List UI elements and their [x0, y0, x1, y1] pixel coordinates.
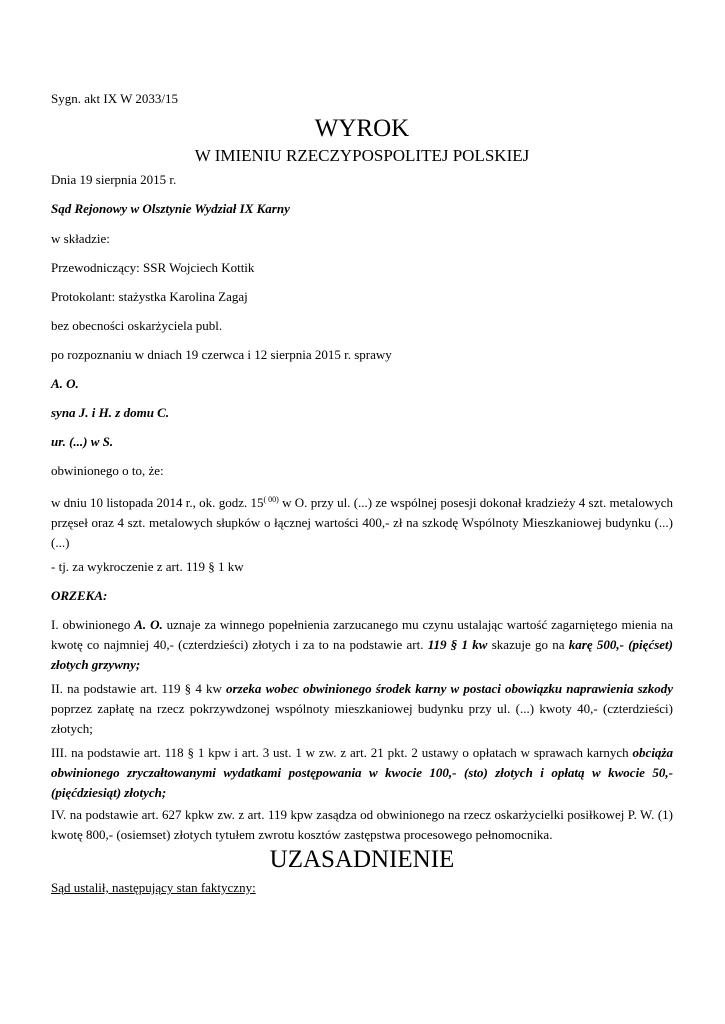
court-clerk: Protokolant: stażystka Karolina Zagaj: [51, 289, 248, 304]
charge-intro: obwinionego o to, że:: [51, 463, 164, 478]
charge-description: [51, 493, 673, 553]
item-1-text-e: skazuje go na: [487, 637, 569, 652]
ruling-heading: ORZEKA:: [51, 588, 108, 603]
court-name: Sąd Rejonowy w Olsztynie Wydział IX Karny: [51, 201, 290, 216]
case-signature: Sygn. akt IX W 2033/15: [51, 91, 178, 106]
charge-qualification: - tj. za wykroczenie z art. 119 § 1 kw: [51, 559, 244, 574]
prosecutor-note: bez obecności oskarżyciela publ.: [51, 318, 223, 333]
composition-label: w składzie:: [51, 231, 110, 246]
charge-text-end: w O. przy ul. (...) ze wspólnej posesji dokonał kradzieży 4 szt. metalowych przęseł oraz 4 szt. metalowych słupków o łącznej wartości 400,- zł na szkodę Wspólnoty Mieszkaniowej budynku (...)(...): [51, 495, 674, 550]
item-1-text-a: I. obwinionego: [51, 617, 135, 632]
findings-heading: Sąd ustalił, następujący stan faktyczny:: [51, 880, 256, 895]
item-3-text-a: III. na podstawie art. 118 § 1 kpw i art. 3 ust. 1 w zw. z art. 21 pkt. 2 ustawy o opłatach w sprawach karnych: [51, 745, 633, 760]
presiding-judge: Przewodniczący: SSR Wojciech Kottik: [51, 260, 255, 275]
item-1-text-c: uznaje za winnego popełnienia zarzucanego mu czynu ustalając wartość zagarniętego mienia na kwotę co najmniej 40,- (czterdzieści) złotych i za to na podstawie art.: [51, 617, 673, 652]
ruling-item-3: [51, 743, 673, 803]
ruling-item-4: IV. na podstawie art. 627 kpkw zw. z art. 119 kpw zasądza od obwinionego na rzecz oskarżycielki posiłkowej P. W. (1) kwotę 800,- (osiemset) złotych tytułem zwrotu kosztów zastępstwa procesowego pełnomocnika.: [51, 807, 673, 842]
document-subtitle: W IMIENIU RZECZYPOSPOLITEJ POLSKIEJ: [194, 146, 530, 165]
ruling-item-2: [51, 679, 673, 739]
judgment-date: Dnia 19 sierpnia 2015 r.: [51, 172, 177, 187]
item-3-costs: obciąża obwinionego zryczałtowanymi wydatkami postępowania w kwocie 100,- (sto) złotych i opłatą w kwocie 50,- (pięćdziesiąt) złotych;: [51, 745, 673, 800]
defendant-parents: syna J. i H. z domu C.: [51, 405, 170, 420]
defendant-birth: ur. (...) w S.: [51, 434, 114, 449]
item-1-article: 119 § 1 kw: [427, 637, 488, 652]
defendant-name: A. O.: [51, 376, 79, 391]
hearing-info: po rozpoznaniu w dniach 19 czerwca i 12 sierpnia 2015 r. sprawy: [51, 347, 392, 362]
item-2-measure: orzeka wobec obwinionego środek karny w postaci obowiązku naprawienia szkody: [226, 681, 673, 696]
charge-time-superscript: ( 00): [263, 495, 279, 504]
item-1-defendant: A. O.: [134, 617, 163, 632]
item-2-text-c: poprzez zapłatę na rzecz pokrzywdzonej wspólnoty mieszkaniowej budynku przy ul. (...) kwoty 40,- (czterdzieści) złotych;: [51, 701, 673, 736]
ruling-item-1: [51, 615, 673, 675]
item-2-text-a: II. na podstawie art. 119 § 4 kw: [51, 681, 227, 696]
item-1-penalty: karę 500,- (pięćset) złotych grzywny;: [51, 637, 673, 672]
charge-text-start: w dniu 10 listopada 2014 r., ok. godz. 15: [51, 495, 264, 510]
justification-title: UZASADNIENIE: [269, 846, 455, 873]
document-title: WYROK: [314, 115, 410, 142]
